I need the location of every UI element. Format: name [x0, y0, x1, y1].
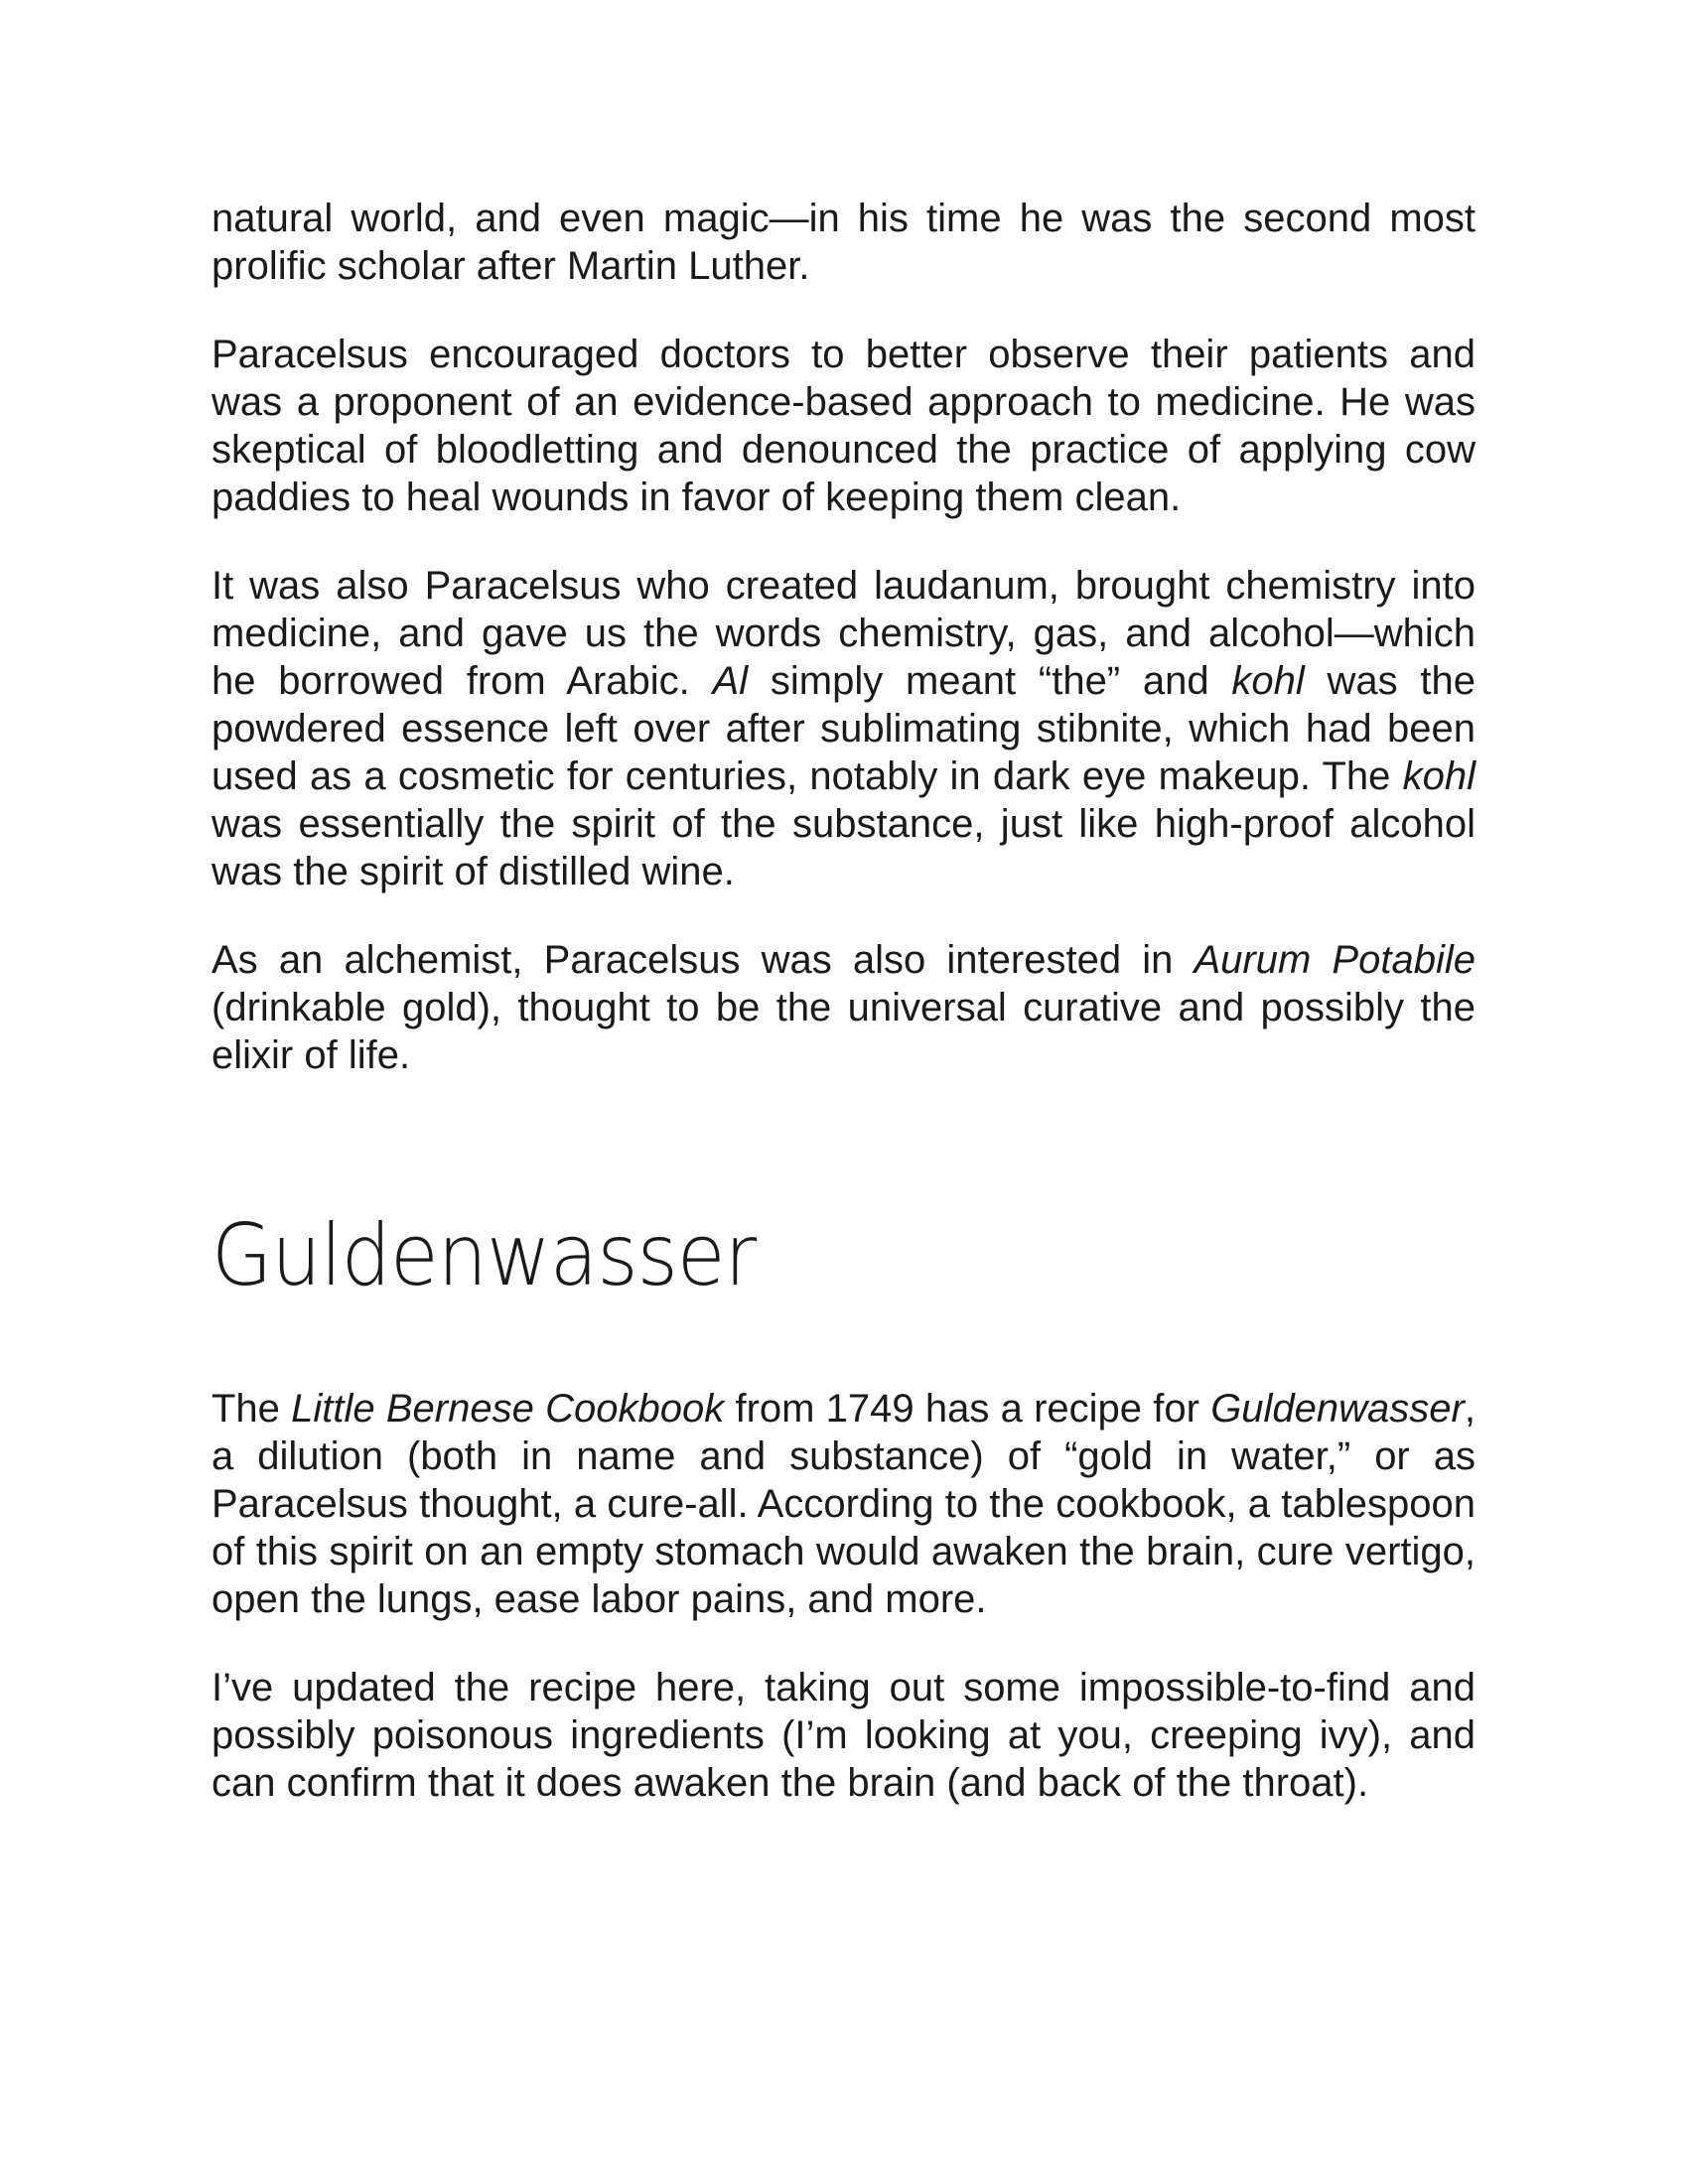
text-run: , a dilution (both in name and substance) of “gold in water,” or as Paracelsus thought, a cure-all. According to the cookbook, a tablespoon of this spirit on an empty stomach would awaken the brain, cure vertigo, open the lungs, ease labor pains, and more.	[211, 1387, 1476, 1621]
italic-run: Little Bernese Cookbook	[291, 1387, 725, 1431]
text-run: Paracelsus encouraged doctors to better observe their patients and was a proponent of an evidence-based approach to medicine. He was skeptical of bloodletting and denounced the practice of applying cow paddies to heal wounds in favor of keeping them clean.	[211, 333, 1476, 519]
text-run: The	[211, 1387, 292, 1431]
intro-section	[211, 195, 1476, 1079]
text-run: As an alchemist, Paracelsus was also interested in	[211, 938, 1195, 982]
italic-run: kohl	[1402, 754, 1476, 798]
paragraph-2	[211, 331, 1476, 521]
text-run: (drinkable gold), thought to be the universal curative and possibly the elixir of life.	[211, 986, 1476, 1077]
document-page	[211, 195, 1476, 1847]
text-run: simply meant “the” and	[748, 659, 1232, 703]
paragraph-5	[211, 1385, 1476, 1623]
text-run: natural world, and even magic—in his time he was the second most prolific scholar after Martin Luther.	[211, 197, 1476, 288]
section-heading: Guldenwasser	[211, 1206, 757, 1305]
paragraph-1	[211, 195, 1476, 290]
paragraph-4	[211, 936, 1476, 1079]
italic-run: Aurum Potabile	[1194, 938, 1476, 982]
text-run: It was also Paracelsus who created laudanum, brought chemistry into medicine, and gave us the words chemistry, gas, and alcohol—which he borrowed from Arabic.	[211, 564, 1476, 703]
paragraph-6	[211, 1664, 1476, 1807]
italic-run: Al	[712, 659, 749, 703]
italic-run: Guldenwasser	[1210, 1387, 1465, 1431]
text-run: was the powdered essence left over after sublimating stibnite, which had been used as a cosmetic for centuries, notably in dark eye makeup. The	[211, 659, 1477, 798]
text-run: was essentially the spirit of the substance, just like high-proof alcohol was the spirit of distilled wine.	[211, 802, 1476, 893]
paragraph-3	[211, 562, 1476, 895]
text-run: from 1749 has a recipe for	[724, 1387, 1211, 1431]
guldenwasser-section	[211, 1385, 1476, 1807]
italic-run: kohl	[1231, 659, 1305, 703]
text-run: I’ve updated the recipe here, taking out some impossible-to-find and possibly poisonous ingredients (I’m looking at you, creeping ivy), and can confirm that it does awaken the brain (and back of the throat).	[211, 1666, 1476, 1805]
